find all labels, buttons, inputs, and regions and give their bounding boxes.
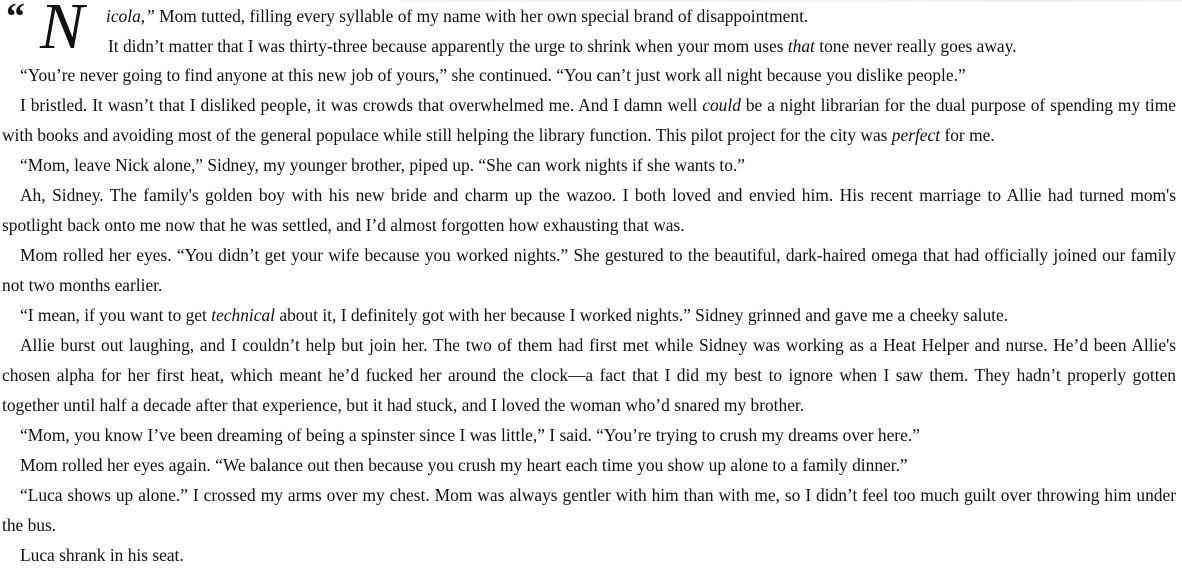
paragraph-text: for me. bbox=[940, 125, 995, 145]
paragraph-text: about it, I definitely got with her because I worked nights.” Sidney grinned and gave me a cheeky salute. bbox=[275, 305, 1009, 325]
paragraph bbox=[2, 540, 1176, 570]
paragraph bbox=[2, 90, 1176, 150]
opening-italic: icola,” bbox=[106, 6, 155, 26]
paragraph bbox=[2, 300, 1176, 330]
opening-quote-ornament: “ bbox=[6, 0, 23, 38]
paragraph-text: Mom rolled her eyes again. “We balance out then because you crush my heart each time you show up alone to a family dinner.” bbox=[20, 455, 908, 475]
paragraph bbox=[2, 420, 1176, 450]
paragraph-text: Ah, Sidney. The family's golden boy with his new bride and charm up the wazoo. I both loved and envied him. His recent marriage to Allie had turned mom's spotlight back onto me now that he was settled, and I’d almost forgotten how exhausting that was. bbox=[2, 185, 1176, 235]
opening-line-1-text: Mom tutted, filling every syllable of my name with her own special brand of disappointment. bbox=[154, 6, 809, 26]
paragraph bbox=[2, 240, 1176, 300]
paragraph-text: “Mom, leave Nick alone,” Sidney, my younger brother, piped up. “She can work nights if she wants to.” bbox=[20, 155, 746, 175]
chapter-opening bbox=[2, 0, 1176, 63]
document-page bbox=[2, 0, 1176, 570]
paragraph-emphasis: technical bbox=[211, 305, 275, 325]
paragraph-emphasis: could bbox=[702, 95, 741, 115]
paragraph-text: “Mom, you know I’ve been dreaming of being a spinster since I was little,” I said. “You’re trying to crush my dreams over here.” bbox=[20, 425, 920, 445]
paragraph-emphasis: perfect bbox=[891, 125, 941, 145]
paragraph bbox=[2, 150, 1176, 180]
paragraph bbox=[2, 60, 1176, 90]
paragraph bbox=[2, 330, 1176, 420]
paragraph-text: Mom rolled her eyes. “You didn’t get your wife because you worked nights.” She gestured to the beautiful, dark-haired omega that had officially joined our family not two months earlier. bbox=[2, 245, 1176, 295]
opening-line-2-pre: It didn’t matter that I was thirty-three because apparently the urge to shrink when your mom uses bbox=[108, 36, 788, 56]
paragraph-text: “Luca shows up alone.” I crossed my arms over my chest. Mom was always gentler with him than with me, so I didn’t feel too much guilt over throwing him under the bus. bbox=[2, 485, 1176, 535]
drop-cap: N bbox=[40, 0, 85, 63]
opening-line-2 bbox=[108, 35, 1017, 57]
opening-line-1 bbox=[106, 5, 808, 27]
paragraph-text: Luca shrank in his seat. bbox=[20, 545, 184, 565]
paragraph bbox=[2, 480, 1176, 540]
paragraph-text: Allie burst out laughing, and I couldn’t help but join her. The two of them had first met while Sidney was working as a Heat Helper and nurse. He’d been Allie's chosen alpha for her first heat, which meant he’d fucked her around the clock—a fact that I did my best to ignore when I saw them. They hadn’t properly gotten together until half a decade after that experience, but it had stuck, and I loved the woman who’d snared my brother. bbox=[2, 335, 1176, 415]
opening-line-2-post: tone never really goes away. bbox=[814, 36, 1017, 56]
paragraph bbox=[2, 180, 1176, 240]
paragraph-text: “You’re never going to find anyone at this new job of yours,” she continued. “You can’t just work all night because you dislike people.” bbox=[20, 65, 966, 85]
paragraph bbox=[2, 450, 1176, 480]
paragraph-text: “I mean, if you want to get bbox=[20, 305, 212, 325]
opening-line-2-emphasis: that bbox=[787, 36, 815, 56]
paragraph-text: I bristled. It wasn’t that I disliked people, it was crowds that overwhelmed me. And I damn well bbox=[20, 95, 703, 115]
paragraph-text: be a night librarian for the dual purpose of spending my time with books and avoiding most of the general populace while still helping the library function. This pilot project for the city was bbox=[2, 95, 1176, 145]
